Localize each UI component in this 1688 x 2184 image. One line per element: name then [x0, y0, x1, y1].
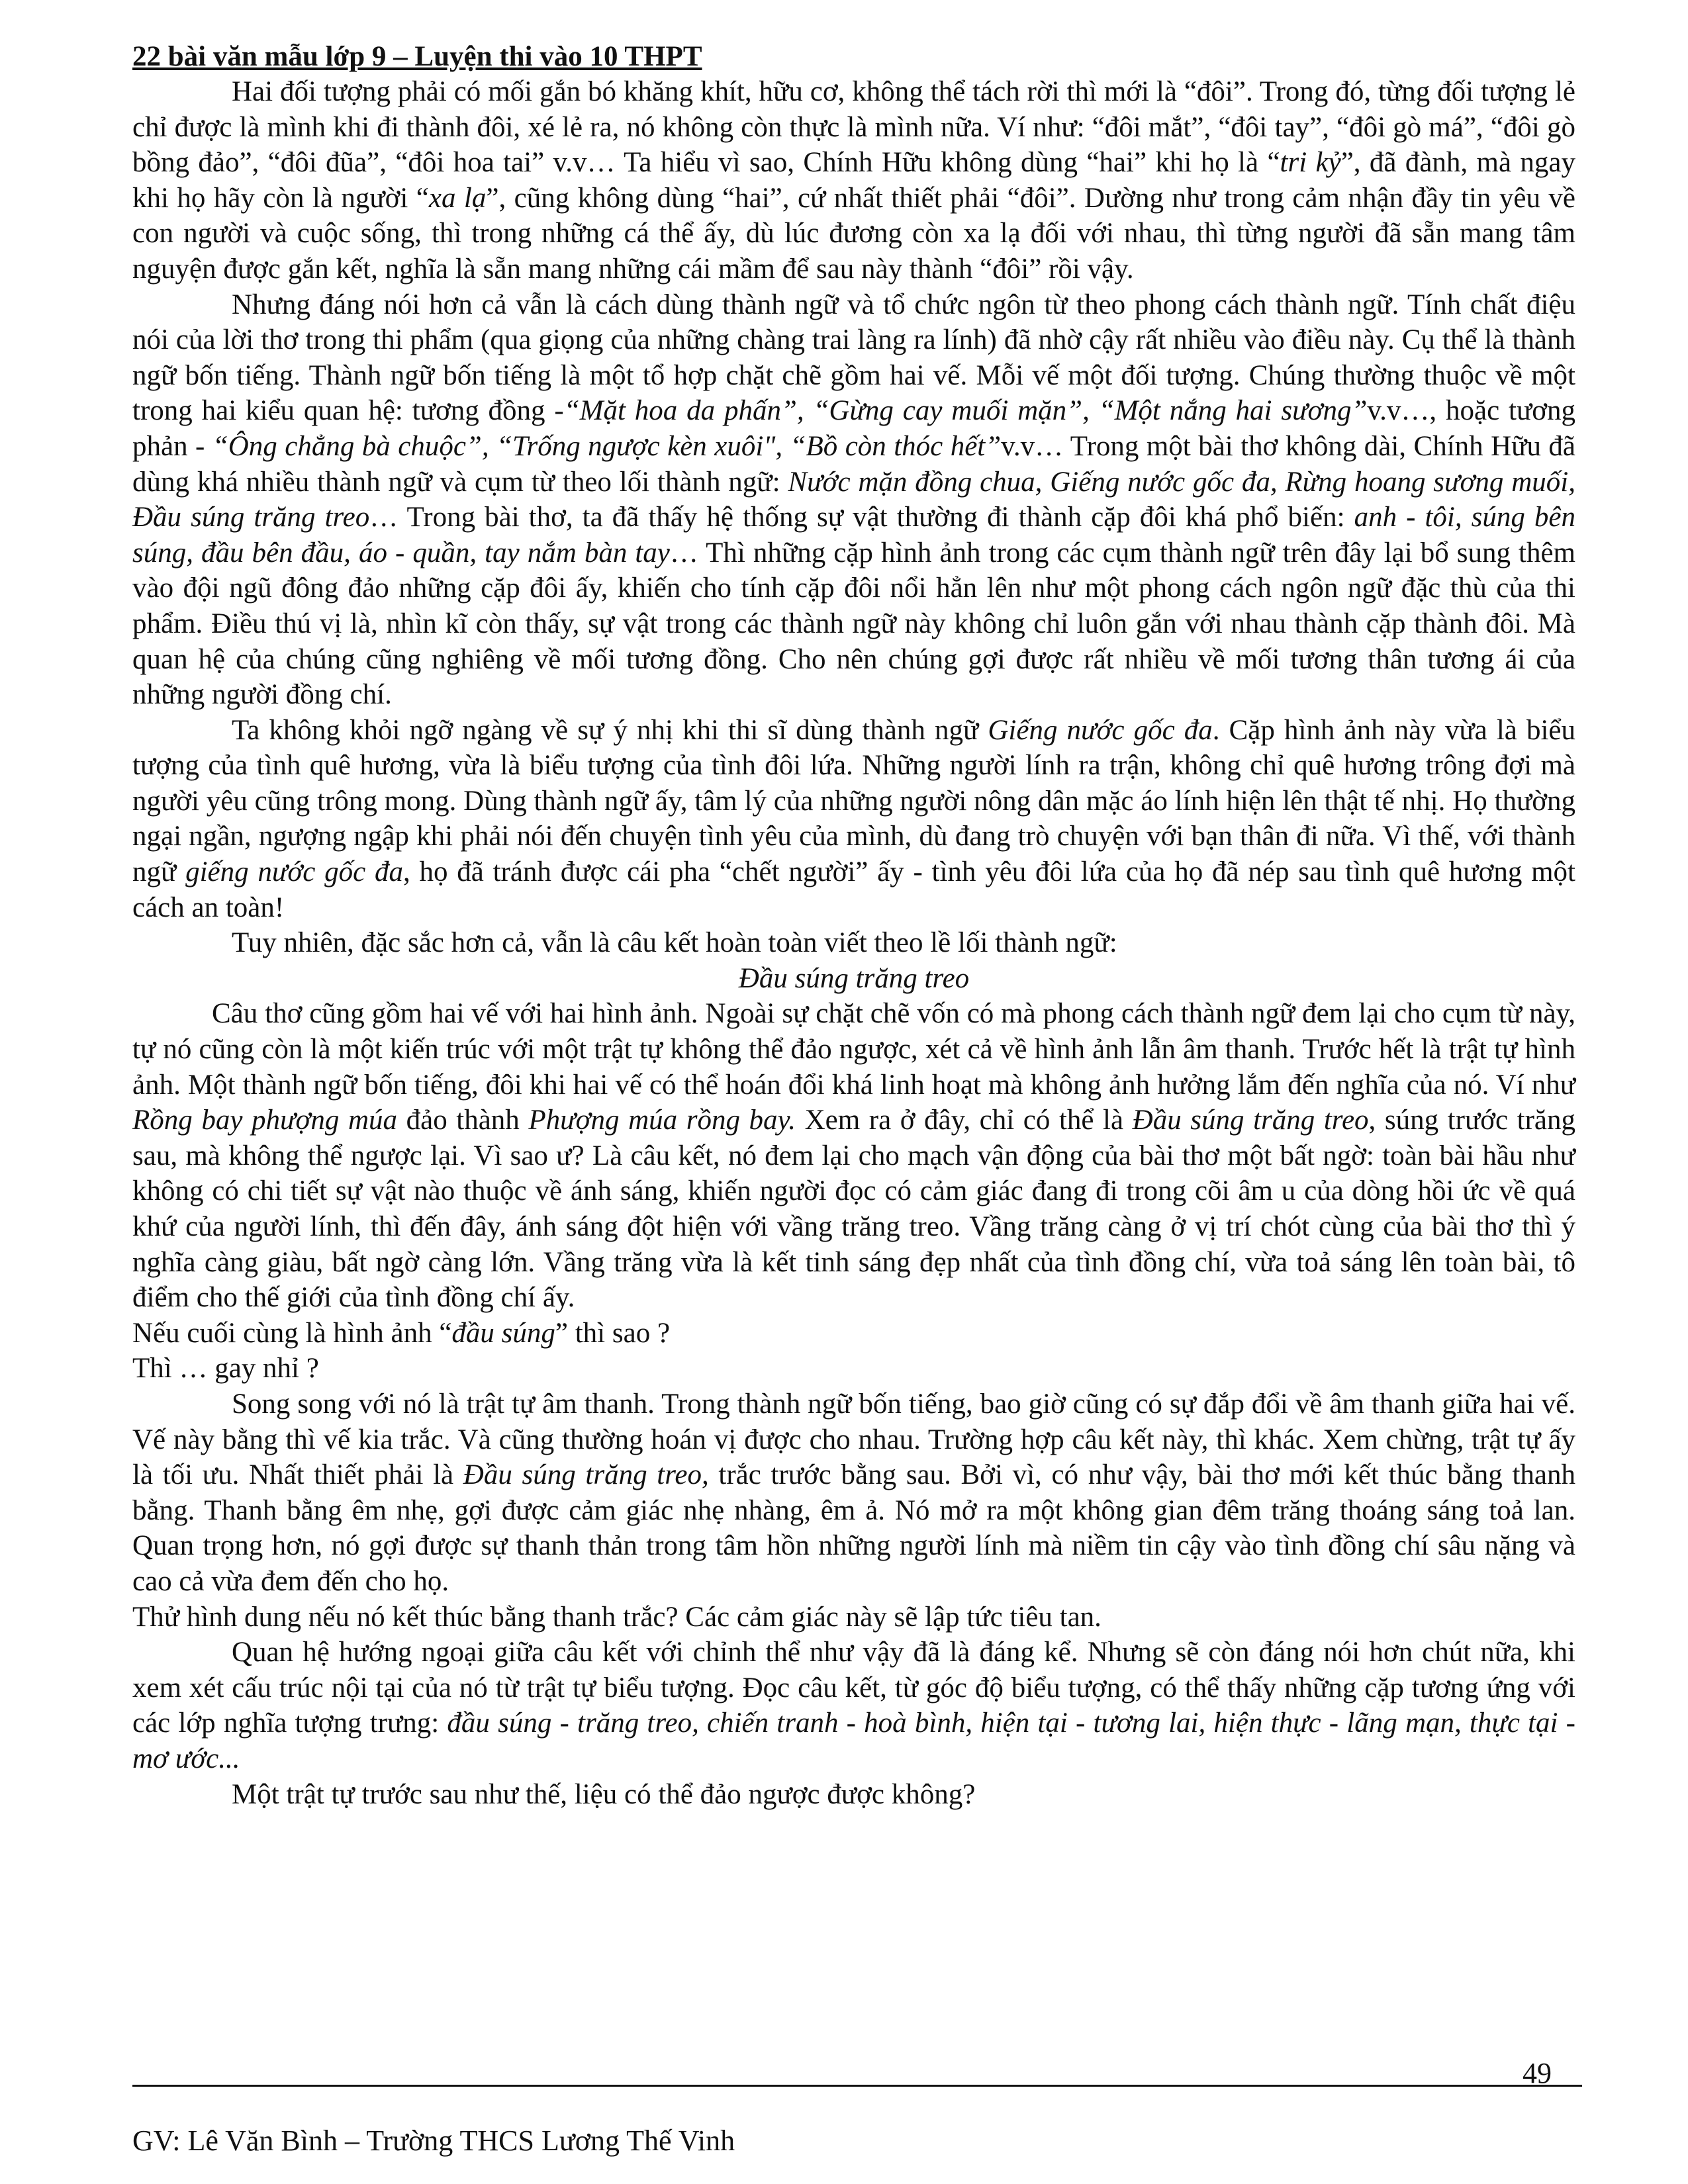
- text-run: , họ đã tránh được cái pha “chết người” ấy - tình yêu đôi lứa của họ đã nép sau tình quê hương một cách an toàn!: [132, 856, 1576, 923]
- text-run: Quan hệ hướng ngoại giữa câu kết với chỉnh thể như vậy đã là đáng kể. Nhưng sẽ còn đáng nói hơn chút nữa, khi xem xét cấu trúc nội tại của nó từ trật tự biểu tượng. Đọc câu kết, từ góc độ biểu tượng, có thể thấy những cặp tương ứng với các lớp nghĩa tượng trưng:: [132, 1637, 1575, 1739]
- paragraph: [132, 1635, 1575, 1776]
- footer-divider: [132, 2085, 1582, 2087]
- text-run: Nhưng đáng nói hơn cả vẫn là cách dùng thành ngữ và tổ chức ngôn từ theo phong cách thành ngữ. Tính chất điệu nói của lời thơ trong thi phẩm (qua giọng của những chàng trai làng ra lính) đã nhờ cậy rất nhiều vào điều này. Cụ thể là thành ngữ bốn tiếng. Thành ngữ bốn tiếng là một tổ hợp chặt chẽ gồm hai vế. Mỗi vế một đối tượng. Chúng thường thuộc về một trong hai kiểu quan hệ: tương đồng -: [132, 289, 1575, 427]
- document-page: [132, 40, 1575, 1812]
- text-run: v.v…, hoặc tương phản -: [132, 395, 1575, 462]
- italic-run: “Mặt hoa da phấn”, “Gừng cay muối mặn”, “Một nắng hai sương”: [563, 395, 1368, 427]
- paragraph: [132, 287, 1575, 713]
- text-run: ”, cũng không dùng “hai”, cứ nhất thiết phải “đôi”. Dường như trong cảm nhận đầy tin yêu về con người và cuộc sống, thì trong những cá thể ấy, dù lúc đương còn xa lạ đối với nhau, thì từng người đã sẵn mang tâm nguyện được gắn kết, nghĩa là sẵn mang những cái mầm để sau này thành “đôi” rồi vậy.: [132, 182, 1575, 285]
- paragraph: [132, 713, 1575, 926]
- paragraph: [132, 925, 1575, 961]
- text-run: trắc trước bằng sau. Bởi vì, có như vậy, bài thơ mới kết thúc bằng thanh bằng. Thanh bằng êm nhẹ, gợi được cảm giác nhẹ nhàng, êm ả. Nó mở ra một không gian đêm trăng thoáng sáng toả lan. Quan trọng hơn, nó gợi được sự thanh thản trong tâm hồn những người lính mà niềm tin cậy vào tình đồng chí sâu nặng và cao cả vừa đem đến cho họ.: [132, 1459, 1575, 1597]
- text-run: Ta không khỏi ngỡ ngàng về sự ý nhị khi thi sĩ dùng thành ngữ: [232, 714, 988, 746]
- italic-run: giếng nước gốc đa: [185, 856, 403, 888]
- italic-run: xa lạ: [428, 182, 487, 214]
- text-run: Câu thơ cũng gồm hai vế với hai hình ảnh. Ngoài sự chặt chẽ vốn có mà phong cách thành ngữ đem lại cho cụm từ này, tự nó cũng còn là một kiến trúc với một trật tự không thể đảo ngược, xét cả về hình ảnh lẫn âm thanh. Trước hết là trật tự hình ảnh. Một thành ngữ bốn tiếng, đôi khi hai vế có thể hoán đổi khá linh hoạt mà không ảnh hưởng lắm đến nghĩa của nó. Ví như: [132, 998, 1575, 1101]
- text-run: v.v… Trong một bài thơ không dài, Chính Hữu đã dùng khá nhiều thành ngữ và cụm từ theo lối thành ngữ:: [132, 430, 1575, 498]
- text-run: Thì … gay nhỉ ?: [132, 1353, 319, 1385]
- text-run: Thử hình dung nếu nó kết thúc bằng thanh trắc? Các cảm giác này sẽ lập tức tiêu tan.: [132, 1601, 1102, 1633]
- italic-run: Phượng múa rồng bay.: [528, 1105, 796, 1136]
- paragraph: [132, 1600, 1575, 1635]
- text-run: ”, đã đành, mà ngay khi họ hãy còn là người “: [132, 147, 1575, 214]
- italic-run: tri kỷ: [1280, 147, 1341, 179]
- text-run: Xem ra ở đây, chỉ có thể là: [796, 1105, 1133, 1136]
- paragraph: [132, 961, 1575, 997]
- text-run: … Thì những cặp hình ảnh trong các cụm thành ngữ trên đây lại bổ sung thêm vào đội ngũ đông đảo những cặp đôi ấy, khiến cho tính cặp đôi nổi hẳn lên như một phong cách ngôn ngữ đặc thù của thi phẩm. Điều thú vị là, nhìn kĩ còn thấy, sự vật trong các thành ngữ này không chỉ luôn gắn với nhau thành cặp thành đôi. Mà quan hệ của chúng cũng nghiêng về mối tương đồng. Cho nên chúng gợi được rất nhiều về mối tương thân tương ái của những người đồng chí.: [132, 537, 1575, 711]
- paragraph: [132, 1316, 1575, 1351]
- text-run: Một trật tự trước sau như thế, liệu có thể đảo ngược được không?: [232, 1778, 976, 1810]
- text-run: , súng trước trăng sau, mà không thể ngược lại. Vì sao ư? Là câu kết, nó đem lại cho mạch vận động của bài thơ một bất ngờ: toàn bài hầu như không có chi tiết sự vật nào thuộc về ánh sáng, khiến người đọc có cảm giác đang đi trong cõi âm u của dòng hồi ức về quá khứ của người lính, thì đến đây, ánh sáng đột hiện với vầng trăng treo. Vầng trăng càng ở vị trí chót cùng của bài thơ thì ý nghĩa càng giàu, bất ngờ càng lớn. Vầng trăng vừa là kết tinh sáng đẹp nhất của tình đồng chí, vừa toả sáng lên toàn bài, tô điểm cho thế giới của tình đồng chí ấy.: [132, 1105, 1576, 1314]
- italic-run: Đầu súng trăng treo: [738, 962, 970, 994]
- paragraph: [132, 1351, 1575, 1387]
- text-run: Tuy nhiên, đặc sắc hơn cả, vẫn là câu kết hoàn toàn viết theo lề lối thành ngữ:: [232, 927, 1117, 959]
- text-run: … Trong bài thơ, ta đã thấy hệ thống sự vật thường đi thành cặp đôi khá phổ biến:: [369, 502, 1354, 533]
- italic-run: anh - tôi, súng bên súng, đầu bên đầu, áo - quần, tay nắm bàn tay: [132, 502, 1575, 569]
- text-run: ” thì sao ?: [555, 1317, 671, 1349]
- italic-run: Giếng nước gốc đa: [988, 714, 1213, 746]
- text-run: Hai đối tượng phải có mối gắn bó khăng khít, hữu cơ, không thể tách rời thì mới là “đôi”. Trong đó, từng đối tượng lẻ chỉ được là mình khi đi thành đôi, xé lẻ ra, nó không còn thực là mình nữa. Ví như: “đôi mắt”, “đôi tay”, “đôi gò má”, “đôi gò bồng đảo”, “đôi đũa”, “đôi hoa tai” v.v… Ta hiểu vì sao, Chính Hữu không dùng “hai” khi họ là “: [132, 76, 1575, 179]
- italic-run: đầu súng: [451, 1317, 555, 1349]
- text-run: đảo thành: [397, 1105, 529, 1136]
- paragraph: [132, 1387, 1575, 1600]
- document-header: 22 bài văn mẫu lớp 9 – Luyện thi vào 10 THPT: [132, 41, 702, 72]
- paragraph: [132, 74, 1575, 287]
- italic-run: “Ông chẳng bà chuộc”, “Trống ngược kèn xuôi", “Bồ còn thóc hết”: [212, 430, 1002, 462]
- italic-run: Rồng bay phượng múa: [132, 1105, 398, 1136]
- document-body: [132, 74, 1575, 1812]
- italic-run: Đầu súng trăng treo: [1132, 1105, 1369, 1136]
- italic-run: Đầu súng trăng treo,: [463, 1459, 709, 1491]
- paragraph: [132, 996, 1575, 1315]
- text-run: . Cặp hình ảnh này vừa là biểu tượng của tình quê hương, vừa là biểu tượng của tình đôi lứa. Những người lính ra trận, không chỉ quê hương trông đợi mà người yêu cũng trông mong. Dùng thành ngữ ấy, tâm lý của những người nông dân mặc áo lính hiện lên thật tế nhị. Họ thường ngại ngần, ngượng ngập khi phải nói đến chuyện tình yêu của mình, dù đang trò chuyện với bạn thân đi nữa. Vì thế, với thành ngữ: [132, 714, 1575, 888]
- text-run: Song song với nó là trật tự âm thanh. Trong thành ngữ bốn tiếng, bao giờ cũng có sự đắp đổi về âm thanh giữa hai vế. Vế này bằng thì vế kia trắc. Và cũng thường hoán vị được cho nhau. Trường hợp câu kết này, thì khác. Xem chừng, trật tự ấy là tối ưu. Nhất thiết phải là: [132, 1388, 1575, 1491]
- italic-run: Nước mặn đồng chua, Giếng nước gốc đa, Rừng hoang sương muối, Đầu súng trăng treo: [132, 466, 1575, 533]
- italic-run: đầu súng - trăng treo, chiến tranh - hoà bình, hiện tại - tương lai, hiện thực - lãng mạn, thực tại - mơ ước...: [132, 1707, 1575, 1774]
- paragraph: [132, 1777, 1575, 1813]
- page-footer: GV: Lê Văn Bình – Trường THCS Lương Thế Vinh: [132, 2124, 735, 2157]
- text-run: Nếu cuối cùng là hình ảnh “: [132, 1317, 452, 1349]
- page-number: 49: [1523, 2057, 1552, 2089]
